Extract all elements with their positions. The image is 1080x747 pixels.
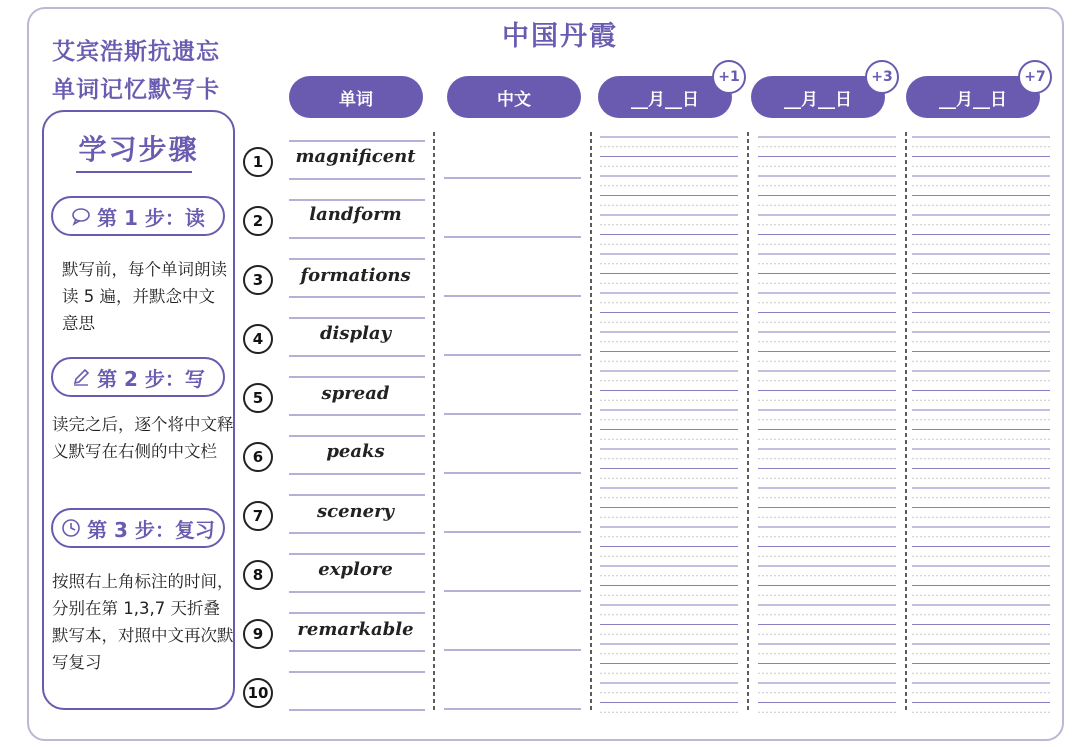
row-number-10: 10 [243,678,273,708]
row-number-2: 2 [243,206,273,236]
word-4: display [319,323,392,344]
column-header-day-3: __月__日 [751,76,885,118]
review-badge-plus-1: +1 [712,60,746,94]
row-number-5: 5 [243,383,273,413]
word-3: formations [300,265,411,286]
row-number-3: 3 [243,265,273,295]
step-1-label: 第 1 步：读 [97,205,205,230]
step-2-label: 第 2 步：写 [97,366,205,391]
row-number-1: 1 [243,147,273,177]
row-number-6: 6 [243,442,273,472]
word-6: peaks [326,441,385,462]
word-7: scenery [316,501,395,522]
word-2: landform [309,204,402,225]
column-header-word: 单词 [289,76,423,118]
step-1-desc: 默写前，每个单词朗读读 5 遍，并默念中文意思 [62,260,227,333]
row-number-8: 8 [243,560,273,590]
column-header-day-1: __月__日 [598,76,732,118]
steps-title: 学习步骤 [78,133,199,166]
word-5: spread [321,383,390,404]
word-1: magnificent [295,146,416,167]
brand-line-2: 单词记忆默写卡 [52,77,220,103]
review-badge-plus-7: +7 [1018,60,1052,94]
step-3-desc: 按照右上角标注的时间，分别在第 1,3,7 天折叠默写本，对照中文再次默写复习 [52,572,234,672]
row-number-4: 4 [243,324,273,354]
step-2-desc: 读完之后，逐个将中文释义默写在右侧的中文栏 [52,415,234,461]
step-3-label: 第 3 步：复习 [87,517,215,542]
column-header-day-7: __月__日 [906,76,1040,118]
row-number-7: 7 [243,501,273,531]
row-number-9: 9 [243,619,273,649]
column-header-chinese: 中文 [447,76,581,118]
review-badge-plus-3: +3 [865,60,899,94]
word-8: explore [318,559,393,580]
word-9: remarkable [297,619,414,640]
page-title: 中国丹霞 [502,21,618,52]
brand-line-1: 艾宾浩斯抗遗忘 [52,39,220,65]
